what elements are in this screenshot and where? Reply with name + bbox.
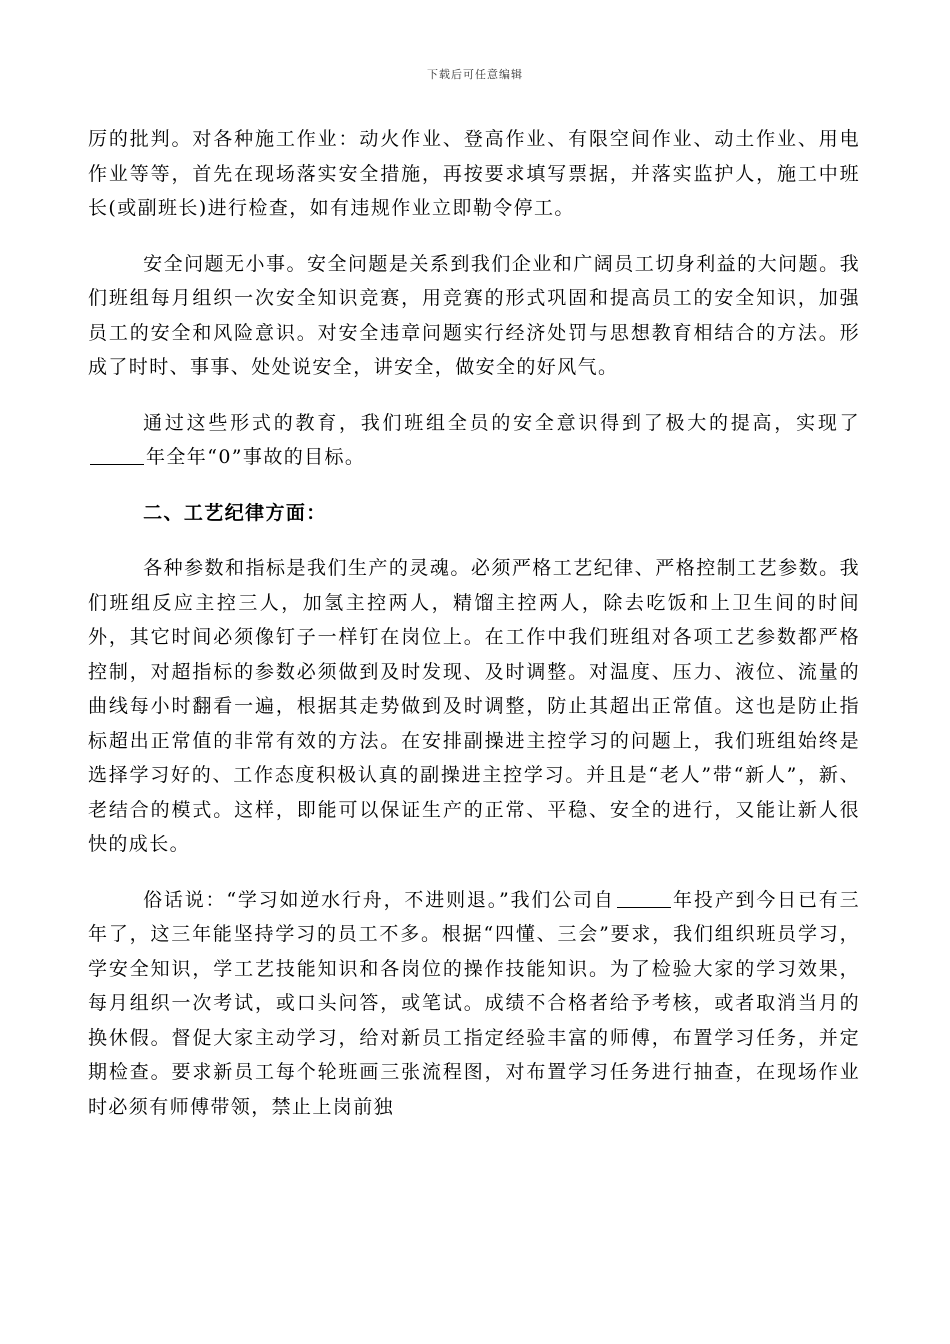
paragraph-2: 安全问题无小事。安全问题是关系到我们企业和广阔员工切身利益的大问题。我们班组每月组织一次安全知识竞赛，用竞赛的形式巩固和提高员工的安全知识，加强员工的安全和风险意识。对安全违章问题实行经济处罚与思想教育相结合的方法。形成了时时、事事、处处说安全，讲安全，做安全的好风气。	[88, 252, 860, 378]
paragraph-1: 厉的批判。对各种施工作业：动火作业、登高作业、有限空间作业、动土作业、用电作业等等，首先在现场落实安全措施，再按要求填写票据，并落实监护人，施工中班长(或副班长)进行检查，如有违规作业立即勒令停工。	[88, 128, 860, 219]
fill-in-blank-year	[90, 445, 144, 465]
paragraph-3	[88, 406, 860, 475]
paragraph-4: 各种参数和指标是我们生产的灵魂。必须严格工艺纪律、严格控制工艺参数。我们班组反应主控三人，加氢主控两人，精馏主控两人，除去吃饭和上卫生间的时间外，其它时间必须像钉子一样钉在岗位上。在工作中我们班组对各项工艺参数都严格控制，对超指标的参数必须做到及时发现、及时调整。对温度、压力、液位、流量的曲线每小时翻看一遍，根据其走势做到及时调整，防止其超出正常值。这也是防止指标超出正常值的非常有效的方法。在安排副操进主控学习的问题上，我们班组始终是选择学习好的、工作态度积极认真的副操进主控学习。并且是“老人”带“新人”，新、老结合的模式。这样，即能可以保证生产的正常、平稳、安全的进行，又能让新人很快的成长。	[88, 557, 860, 855]
header-note: 下载后可任意编辑	[427, 68, 523, 81]
paragraph-5-text-before: 俗话说：“学习如逆水行舟，不进则退。”我们公司自	[143, 888, 615, 911]
document-body	[88, 122, 860, 1124]
section-heading-process-discipline: 二、工艺纪律方面：	[143, 501, 327, 524]
fill-in-blank-year	[617, 888, 671, 908]
paragraph-3-text-after: 年全年“0”事故的目标。	[146, 446, 366, 468]
paragraph-3-text-before: 通过这些形式的教育，我们班组全员的安全意识得到了极大的提高，实现了	[143, 411, 860, 434]
paragraph-5	[88, 883, 860, 1125]
paragraph-5-text-after: 年投产到今日已有三年了，这三年能坚持学习的员工不多。根据“四懂、三会”要求，我们组织班员学习，学安全知识，学工艺技能知识和各岗位的操作技能知识。为了检验大家的学习效果，每月组织一次考试，或口头问答，或笔试。成绩不合格者给予考核，或者取消当月的换休假。督促大家主动学习，给对新员工指定经验丰富的师傅，布置学习任务，并定期检查。要求新员工每个轮班画三张流程图，对布置学习任务进行抽查，在现场作业时必须有师傅带领，禁止上岗前独	[88, 888, 860, 1118]
